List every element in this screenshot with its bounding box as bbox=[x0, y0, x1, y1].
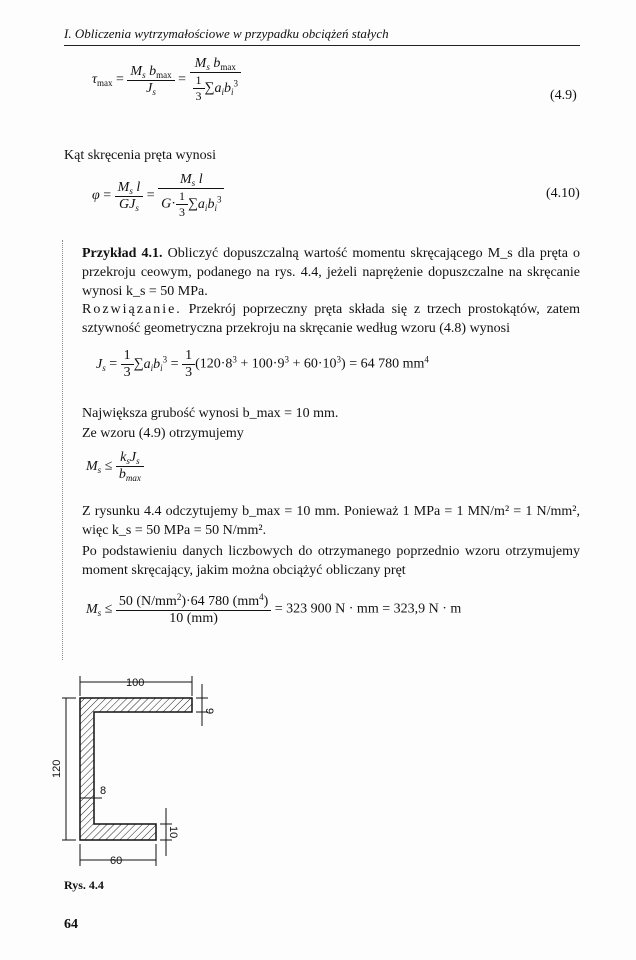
equation-ms-bound: $M_s$ ≤ $\frac{k_sJ_s}{b_{max}}$ bbox=[86, 450, 144, 483]
equation-js: $J_s$ = $\frac{1}{3}$ $\sum a_ib_i^3$ = $\frac{1}{3}$ $(120\cdot 8^3 + 100\cdot 9^3 + 60\cdot 10^3) = 64$ 780 $mm^4$ bbox=[96, 348, 429, 380]
final-result: = 323 900 N · mm = 323,9 N · m bbox=[274, 601, 462, 617]
from-eq-text: Ze wzoru (4.9) otrzymujemy bbox=[82, 426, 244, 441]
dim-8: 8 bbox=[100, 785, 107, 797]
dim-10: 10 bbox=[167, 826, 179, 839]
equation-number-4-9: (4.9) bbox=[550, 88, 577, 103]
channel-cross-section bbox=[80, 698, 192, 840]
running-header: I. Obliczenia wytrzymałościowe w przypadku obciążeń stałych bbox=[64, 26, 389, 41]
channel-section-figure bbox=[51, 670, 216, 870]
figure-caption: Rys. 4.4 bbox=[64, 878, 104, 892]
dim-120: 120 bbox=[51, 759, 63, 778]
example-task-text: Obliczyć dopuszczalną wartość momentu skręcającego M_s dla pręta o przekroju ceowym, podanego na rys. 4.4, jeżeli naprężenie dopuszczalne na skręcanie wynosi k_s = 50 MPa. bbox=[82, 246, 581, 299]
bmax-text: Największa grubość wynosi b_max = 10 mm. bbox=[82, 406, 339, 421]
dim-60: 60 bbox=[110, 855, 123, 867]
figure-read-text: Z rysunku 4.4 odczytujemy b_max = 10 mm. Ponieważ 1 MPa = 1 MN/m² = 1 N/mm², więc k_s = 50 MPa = 50 N/mm². bbox=[82, 504, 580, 538]
dim-100: 100 bbox=[126, 677, 145, 689]
equation-final: $M_s$ ≤ $\frac{50 (N/mm^2)\cdot 64 780 (mm^4)}{10 (mm)}$ = 323 900 N · mm = 323,9 N · m bbox=[86, 592, 462, 626]
solution-label: Rozwiązanie. bbox=[82, 302, 182, 317]
dim-9: 9 bbox=[203, 708, 215, 715]
solution-text: Przekrój poprzeczny pręta składa się z trzech prostokątów, zatem sztywność geometryczna przekroju na skręcanie według wzoru (4.8) wynosi bbox=[82, 302, 581, 336]
substitution-text: Po podstawieniu danych liczbowych do otrzymanego poprzednio wzoru otrzymujemy moment skręcający, jakim można obciążyć obliczany pręt bbox=[82, 544, 580, 578]
example-title: Przykład 4.1. bbox=[82, 246, 163, 261]
equation-number-4-10: (4.10) bbox=[546, 186, 580, 201]
header-rule bbox=[64, 45, 580, 46]
example-margin-marker bbox=[62, 240, 63, 660]
example-task bbox=[82, 244, 580, 301]
equation-4-10: φ = $\frac{M_s l}{GJ_s}$ = $M_s$ l G· $\frac{1}{3}$ $\sum a_ib_i^3$ bbox=[92, 172, 224, 220]
equation-4-9: $\tau_{max}$ = $\frac{M_s b_{max}}{J_s}$ = $M_s$ $b_{max}$ $\frac{1}{3}$ $\sum a_ib_i^3$ bbox=[92, 56, 241, 104]
text-angle-intro: Kąt skręcenia pręta wynosi bbox=[64, 148, 216, 163]
page-number: 64 bbox=[64, 917, 78, 932]
js-result: = 64 780 mm bbox=[349, 356, 425, 372]
example-solution bbox=[82, 300, 580, 338]
